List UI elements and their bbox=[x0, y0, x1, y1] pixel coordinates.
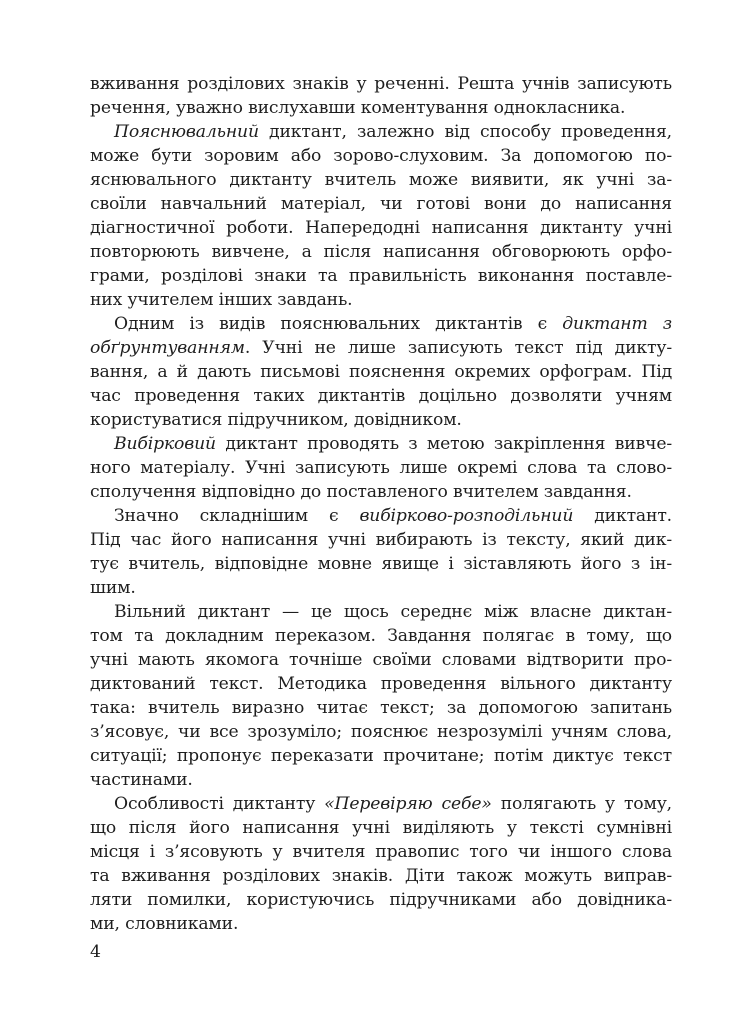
text-run: Вільний диктант — це щось середнє між власне диктан- bbox=[114, 602, 672, 622]
text-line bbox=[90, 576, 672, 600]
text-run: шим. bbox=[90, 578, 136, 598]
text-run: учні мають якомога точніше своїми словами відтворити про- bbox=[90, 650, 672, 670]
text-run: диктований текст. Методика проведення вільного диктанту bbox=[90, 674, 672, 694]
paragraph bbox=[90, 312, 672, 432]
text-line bbox=[90, 96, 672, 120]
page-body bbox=[90, 72, 672, 936]
text-run: ляти помилки, користуючись підручниками або довідника- bbox=[90, 890, 672, 910]
text-line bbox=[90, 168, 672, 192]
text-run: Особливості диктанту bbox=[114, 794, 325, 814]
text-line bbox=[90, 288, 672, 312]
text-line bbox=[90, 552, 672, 576]
text-line bbox=[90, 264, 672, 288]
text-run: речення, уважно вислухавши коментування однокласника. bbox=[90, 98, 626, 118]
text-run: повторюють вивчене, а після написання обговорюють орфо- bbox=[90, 242, 672, 262]
text-run: . Учні не лише записують текст під дикту- bbox=[244, 338, 672, 358]
text-run: том та докладним переказом. Завдання полягає в тому, що bbox=[90, 626, 672, 646]
text-line bbox=[90, 792, 672, 816]
paragraph bbox=[90, 432, 672, 504]
text-line bbox=[90, 768, 672, 792]
text-run: яснювального диктанту вчитель може виявити, як учні за- bbox=[90, 170, 672, 190]
text-run: ного матеріалу. Учні записують лише окремі слова та слово- bbox=[90, 458, 672, 478]
text-line bbox=[90, 528, 672, 552]
text-run: Одним із видів пояснювальних диктантів є bbox=[114, 314, 563, 334]
text-line bbox=[90, 72, 672, 96]
text-run: місця і з’ясовують у вчителя правопис того чи іншого слова bbox=[90, 842, 672, 862]
paragraph bbox=[90, 120, 672, 312]
paragraph bbox=[90, 600, 672, 792]
emphasized-term: диктант з bbox=[562, 314, 672, 334]
text-line bbox=[90, 432, 672, 456]
text-line bbox=[90, 720, 672, 744]
text-run: та вживання розділових знаків. Діти також можуть виправ- bbox=[90, 866, 672, 886]
text-run: з’ясовує, чи все зрозуміло; пояснює незрозумілі учням слова, bbox=[90, 722, 672, 742]
page-number: 4 bbox=[90, 942, 101, 962]
text-line bbox=[90, 408, 672, 432]
text-run: диктант, залежно від способу проведення, bbox=[258, 122, 672, 142]
text-run: така: вчитель виразно читає текст; за допомогою запитань bbox=[90, 698, 672, 718]
paragraph bbox=[90, 72, 672, 120]
text-line bbox=[90, 192, 672, 216]
text-line bbox=[90, 336, 672, 360]
emphasized-term: Пояснювальний bbox=[114, 122, 259, 142]
text-run: диктант. bbox=[573, 506, 672, 526]
emphasized-term: вибірково-розподільний bbox=[359, 506, 574, 526]
text-line bbox=[90, 240, 672, 264]
text-run: полягають у тому, bbox=[491, 794, 672, 814]
text-run: час проведення таких диктантів доцільно дозволяти учням bbox=[90, 386, 672, 406]
text-run: ми, словниками. bbox=[90, 914, 239, 934]
text-line bbox=[90, 120, 672, 144]
text-line bbox=[90, 456, 672, 480]
emphasized-term: обґрунтуванням bbox=[90, 338, 245, 358]
text-run: сполучення відповідно до поставленого вчителем завдання. bbox=[90, 482, 632, 502]
text-line bbox=[90, 144, 672, 168]
text-run: діагностичної роботи. Напередодні написання диктанту учні bbox=[90, 218, 672, 238]
text-line bbox=[90, 624, 672, 648]
text-run: диктант проводять з метою закріплення вивче- bbox=[215, 434, 672, 454]
text-run: ситуації; пропонує переказати прочитане; потім диктує текст bbox=[90, 746, 672, 766]
emphasized-term: Вибірковий bbox=[114, 434, 216, 454]
text-line bbox=[90, 744, 672, 768]
emphasized-term: «Перевіряю себе» bbox=[324, 794, 492, 814]
text-line bbox=[90, 912, 672, 936]
text-run: вання, а й дають письмові пояснення окремих орфограм. Під bbox=[90, 362, 672, 382]
paragraph bbox=[90, 792, 672, 936]
text-run: що після його написання учні виділяють у тексті сумнівні bbox=[90, 818, 672, 838]
text-run: може бути зоровим або зорово-слуховим. За допомогою по- bbox=[90, 146, 672, 166]
text-line bbox=[90, 600, 672, 624]
text-line bbox=[90, 312, 672, 336]
text-line bbox=[90, 864, 672, 888]
text-run: користуватися підручником, довідником. bbox=[90, 410, 462, 430]
text-run: Під час його написання учні вибирають із тексту, який дик- bbox=[90, 530, 672, 550]
text-line bbox=[90, 648, 672, 672]
text-line bbox=[90, 672, 672, 696]
text-run: Значно складнішим є bbox=[114, 506, 360, 526]
text-line bbox=[90, 504, 672, 528]
text-line bbox=[90, 216, 672, 240]
text-line bbox=[90, 384, 672, 408]
text-run: тує вчитель, відповідне мовне явище і зіставляють його з ін- bbox=[90, 554, 672, 574]
text-line bbox=[90, 888, 672, 912]
text-line bbox=[90, 840, 672, 864]
text-run: частинами. bbox=[90, 770, 193, 790]
text-run: вживання розділових знаків у реченні. Решта учнів записують bbox=[90, 74, 672, 94]
text-run: грами, розділові знаки та правильність виконання поставле- bbox=[90, 266, 672, 286]
text-run: них учителем інших завдань. bbox=[90, 290, 353, 310]
text-run: своїли навчальний матеріал, чи готові вони до написання bbox=[90, 194, 672, 214]
paragraph bbox=[90, 504, 672, 600]
text-line bbox=[90, 696, 672, 720]
text-line bbox=[90, 816, 672, 840]
text-line bbox=[90, 360, 672, 384]
text-line bbox=[90, 480, 672, 504]
